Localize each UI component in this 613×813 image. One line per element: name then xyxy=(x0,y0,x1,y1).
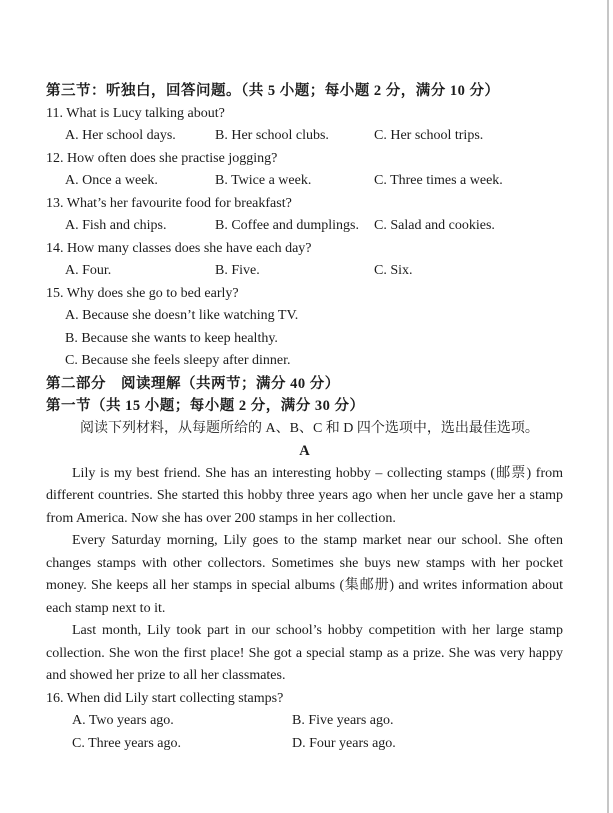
question-14-option-a: A. Four. xyxy=(65,263,112,278)
question-13-options xyxy=(46,215,563,238)
question-13-option-b: B. Coffee and dumplings. xyxy=(215,218,360,233)
question-16-option-b: B. Five years ago. xyxy=(292,713,394,728)
page-scan-edge xyxy=(607,0,609,813)
question-15-option-c: C. Because she feels sleepy after dinner. xyxy=(65,353,291,368)
question-12-option-b: B. Twice a week. xyxy=(215,173,312,188)
question-16-option-a: A. Two years ago. xyxy=(72,713,174,728)
question-11-option-b: B. Her school clubs. xyxy=(215,128,329,143)
part2-section1-header: 第一节（共 15 小题；每小题 2 分，满分 30 分） xyxy=(46,398,365,414)
question-11: 11. What is Lucy talking about? xyxy=(46,105,225,121)
question-15-option-b: B. Because she wants to keep healthy. xyxy=(65,330,278,346)
question-15-option-a: A. Because she doesn’t like watching TV. xyxy=(65,308,299,323)
passage-paragraph-1: Lily is my best friend. She has an interesting hobby – collecting stamps (邮票) from different countries. She started this hobby three years ago when her uncle gave her a stamp from America. Now she has over 200 stamps in her collection. xyxy=(46,465,563,526)
passage-paragraph-2: Every Saturday morning, Lily goes to the stamp market near our school. She often changes stamps with other collectors. Sometimes she buys new stamps with her pocket money. She keeps all her stamps in special albums (集邮册) and writes information about each stamp next to it. xyxy=(46,533,563,616)
question-13: 13. What’s her favourite food for breakfast? xyxy=(46,195,292,211)
question-11-option-a: A. Her school days. xyxy=(65,128,176,143)
question-16-options-row-2 xyxy=(46,733,563,756)
question-16-options-row-1 xyxy=(46,710,563,733)
part2-header: 第二部分 阅读理解（共两节；满分 40 分） xyxy=(46,375,340,392)
question-14-options xyxy=(46,260,563,283)
passage-a-label: A xyxy=(299,443,310,459)
question-15: 15. Why does she go to bed early? xyxy=(46,285,239,301)
page-content xyxy=(46,80,563,755)
passage-paragraph-3: Last month, Lily took part in our school’s hobby competition with her large stamp collection. She won the first place! She got a special stamp as a prize. She was very happy and showed her prize to all her classmates. xyxy=(46,623,563,683)
question-13-option-a: A. Fish and chips. xyxy=(65,218,167,233)
question-14-option-b: B. Five. xyxy=(215,263,260,278)
question-12-option-a: A. Once a week. xyxy=(65,173,158,188)
question-16: 16. When did Lily start collecting stamps? xyxy=(46,690,284,706)
question-16-option-d: D. Four years ago. xyxy=(292,735,396,751)
question-11-options xyxy=(46,125,563,148)
question-12-option-c: C. Three times a week. xyxy=(374,173,503,188)
question-12-options xyxy=(46,170,563,193)
question-16-option-c: C. Three years ago. xyxy=(72,735,181,751)
question-12: 12. How often does she practise jogging? xyxy=(46,150,278,166)
reading-instructions: 阅读下列材料，从每题所给的 A、B、C 和 D 四个选项中，选出最佳选项。 xyxy=(80,420,539,436)
question-11-option-c: C. Her school trips. xyxy=(374,128,484,143)
question-14: 14. How many classes does she have each day? xyxy=(46,240,312,256)
section3-header: 第三节：听独白，回答问题。（共 5 小题；每小题 2 分，满分 10 分） xyxy=(46,83,500,99)
question-14-option-c: C. Six. xyxy=(374,263,413,278)
question-13-option-c: C. Salad and cookies. xyxy=(374,218,495,233)
